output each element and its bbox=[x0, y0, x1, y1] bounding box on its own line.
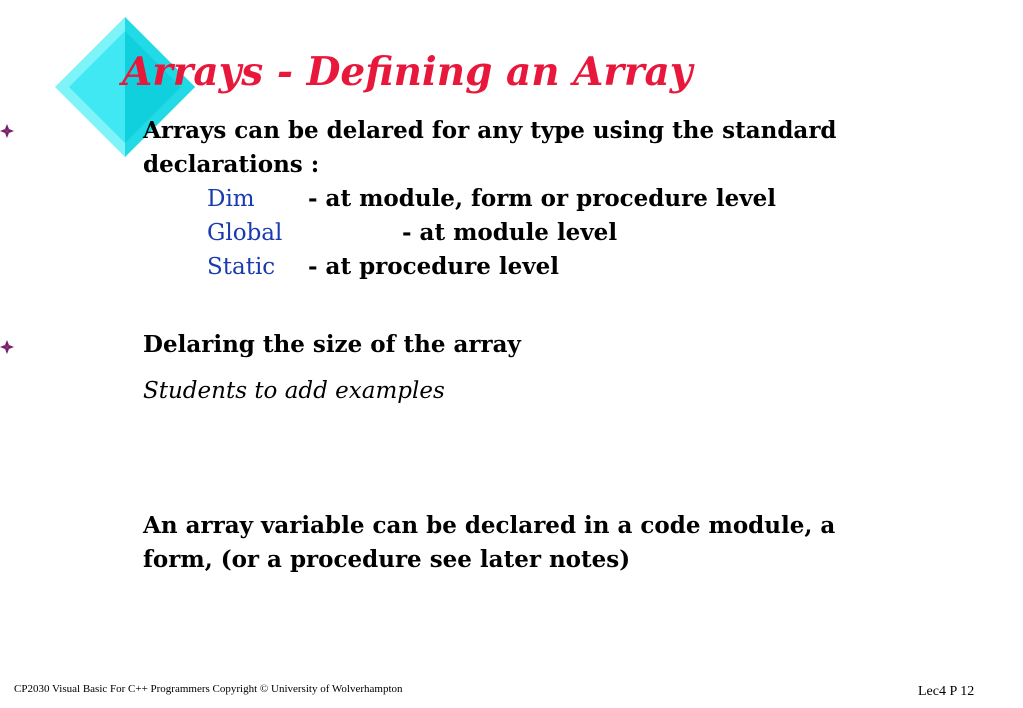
description-static: - at procedure level bbox=[308, 253, 559, 280]
paragraph-line1: An array variable can be declared in a code module, a bbox=[143, 512, 836, 539]
slide-title: Arrays - Defining an Array bbox=[122, 49, 693, 95]
keyword-global: Global bbox=[207, 220, 283, 246]
bullet1-line2: declarations : bbox=[143, 151, 320, 178]
description-global: - at module level bbox=[402, 219, 618, 246]
footer-page-number: Lec4 P 12 bbox=[918, 684, 975, 699]
bullet2-text: Delaring the size of the array bbox=[143, 331, 521, 358]
description-dim: - at module, form or procedure level bbox=[308, 185, 776, 212]
four-petal-bullet-icon bbox=[0, 340, 14, 354]
array-variable-paragraph bbox=[143, 509, 943, 577]
four-petal-bullet-icon bbox=[0, 124, 14, 138]
students-note: Students to add examples bbox=[143, 378, 445, 404]
keyword-dim: Dim bbox=[207, 186, 255, 212]
bullet1-text bbox=[143, 114, 837, 182]
paragraph-line2: form, (or a procedure see later notes) bbox=[143, 546, 631, 573]
footer-copyright: CP2030 Visual Basic For C++ Programmers Copyright © University of Wolverhampton bbox=[14, 683, 403, 695]
bullet1-line1: Arrays can be delared for any type using the standard bbox=[143, 117, 837, 144]
keyword-static: Static bbox=[207, 254, 276, 280]
